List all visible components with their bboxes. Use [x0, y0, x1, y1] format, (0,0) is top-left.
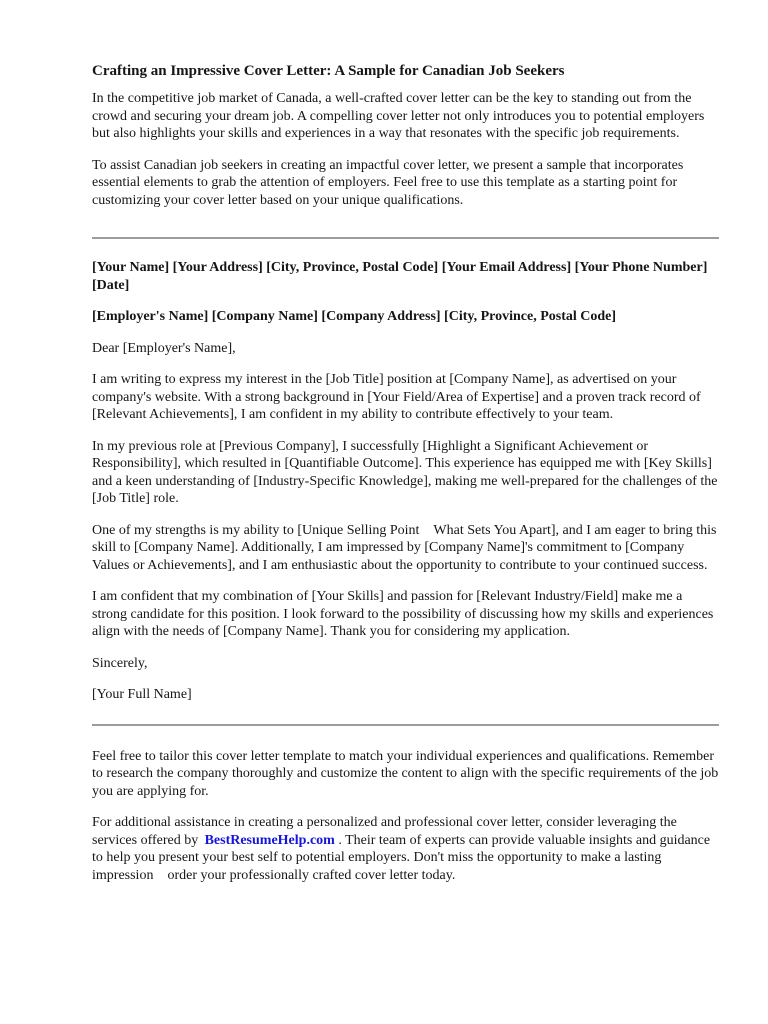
- intro-paragraph-1: In the competitive job market of Canada, a well-crafted cover letter can be the key to standing out from the crowd and securing your dream job. A compelling cover letter not only introduces you to potential employers but also highlights your skills and experiences in a way that resonates with the specific job requirements.: [92, 91, 705, 141]
- document-title: Crafting an Impressive Cover Letter: A Sample for Canadian Job Seekers: [92, 63, 565, 79]
- letter-paragraph-4: I am confident that my combination of [Your Skills] and passion for [Relevant Industry/Field] make me a strong candidate for this position. I look forward to the possibility of discussing how my skills and experiences align with the needs of [Company Name]. Thank you for considering my application.: [92, 589, 714, 639]
- recipient-info-line: [Employer's Name] [Company Name] [Company Address] [City, Province, Postal Code]: [92, 309, 617, 324]
- salutation: Dear [Employer's Name],: [92, 340, 236, 356]
- letter-paragraph-3: One of my strengths is my ability to [Unique Selling Point What Sets You Apart], and I am eager to bring this skill to [Company Name]. Additionally, I am impressed by [Company Name]'s commitment to [Company Values or Achievements], and I am enthusiastic about the opportunity to contribute to your continued success.: [92, 522, 717, 573]
- signature-placeholder: [Your Full Name]: [92, 687, 192, 702]
- sender-info-line: [Your Name] [Your Address] [City, Province, Postal Code] [Your Email Address] [Your Phone Number] [Date]: [92, 260, 708, 293]
- letter-paragraph-2: In my previous role at [Previous Company], I successfully [Highlight a Significant Achievement or Responsibility], which resulted in [Quantifiable Outcome]. This experience has equipped me with [Key Skills] and a keen understanding of [Industry-Specific Knowledge], making me well-prepared for the challenges of the [Job Title] role.: [92, 438, 718, 506]
- divider-top: [92, 237, 719, 239]
- outro-text-before-link: For additional assistance in creating a personalized and professional cover letter, consider leveraging the services offered by: [92, 815, 677, 848]
- divider-bottom: [92, 724, 719, 726]
- letter-paragraph-1: I am writing to express my interest in the [Job Title] position at [Company Name], as advertised on your company's website. With a strong background in [Your Field/Area of Expertise] and a proven track record of [Relevant Achievements], I am confident in my ability to contribute effectively to your team.: [92, 372, 701, 422]
- closing: Sincerely,: [92, 655, 148, 671]
- outro-paragraph-1: Feel free to tailor this cover letter template to match your individual experiences and qualifications. Remember to research the company thoroughly and customize the content to align with the specific requirements of the job you are applying for.: [92, 748, 719, 799]
- outro-text-after-link: . Their team of experts can provide valuable insights and guidance to help you present your best self to potential employers. Don't miss the opportunity to make a lasting impression order your professionally crafted cover letter today.: [92, 832, 711, 883]
- outro-paragraph-2: [92, 814, 719, 884]
- bestresumehelp-link[interactable]: BestResumeHelp.com: [204, 832, 335, 848]
- intro-paragraph-2: To assist Canadian job seekers in creating an impactful cover letter, we present a sample that incorporates essential elements to grab the attention of employers. Feel free to use this template as a starting point for customizing your cover letter based on your unique qualifications.: [92, 157, 684, 208]
